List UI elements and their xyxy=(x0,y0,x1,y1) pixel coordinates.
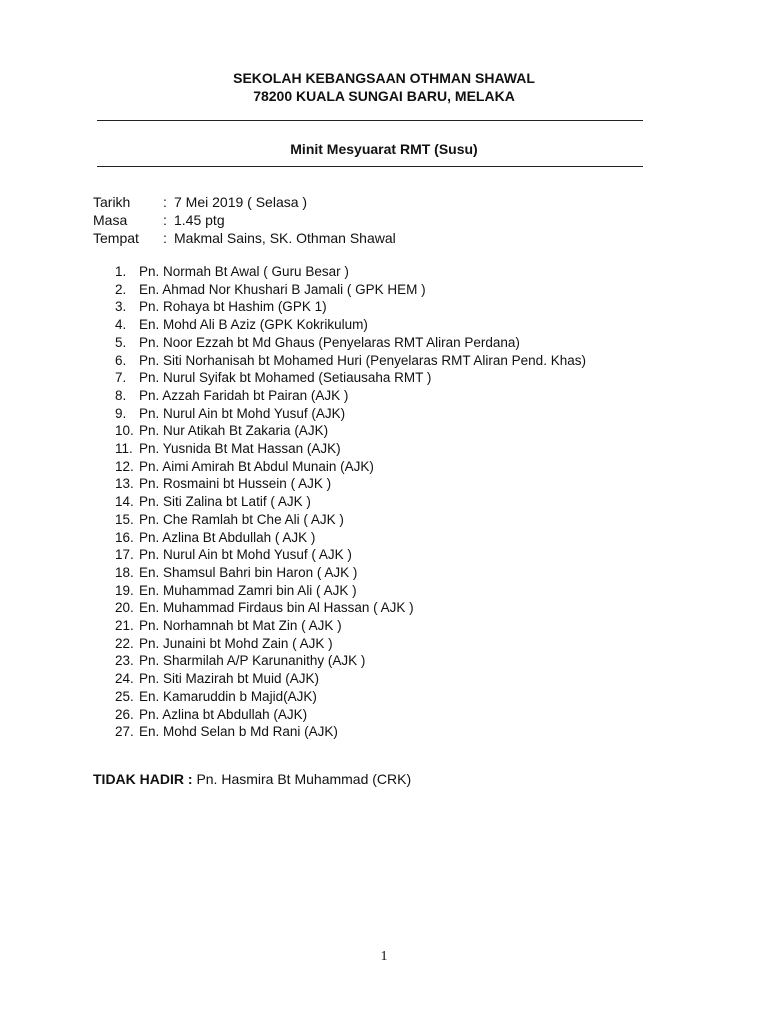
school-address: 78200 KUALA SUNGAI BARU, MELAKA xyxy=(253,88,515,104)
attendee-number: 19. xyxy=(115,582,134,598)
attendee-name: Pn. Yusnida Bt Mat Hassan (AJK) xyxy=(139,441,341,457)
time-row xyxy=(93,211,396,229)
place-value: Makmal Sains, SK. Othman Shawal xyxy=(174,230,396,246)
place-separator: : xyxy=(163,230,167,246)
date-row xyxy=(93,193,396,211)
attendee-item xyxy=(115,334,586,352)
attendee-number: 7. xyxy=(115,370,127,386)
attendee-name: Pn. Nurul Ain bt Mohd Yusuf ( AJK ) xyxy=(139,547,352,563)
attendee-name: Pn. Aimi Amirah Bt Abdul Munain (AJK) xyxy=(139,458,374,474)
attendee-name: En. Kamaruddin b Majid(AJK) xyxy=(139,688,317,704)
attendee-number: 18. xyxy=(115,564,134,580)
document-header xyxy=(0,69,768,105)
attendee-item xyxy=(115,599,586,617)
attendee-item xyxy=(115,546,586,564)
absent-label: TIDAK HADIR : xyxy=(93,771,193,787)
top-divider xyxy=(97,120,643,121)
date-separator: : xyxy=(163,194,167,210)
attendee-item xyxy=(115,706,586,724)
attendee-item xyxy=(115,298,586,316)
place-row xyxy=(93,229,396,247)
attendee-name: Pn. Nurul Ain bt Mohd Yusuf (AJK) xyxy=(139,405,346,421)
attendee-name: En. Muhammad Firdaus bin Al Hassan ( AJK ) xyxy=(139,600,414,616)
date-label: Tarikh xyxy=(93,194,131,210)
attendee-item xyxy=(115,582,586,600)
attendee-item xyxy=(115,352,586,370)
attendee-item xyxy=(115,617,586,635)
attendee-name: Pn. Nur Atikah Bt Zakaria (AJK) xyxy=(139,423,329,439)
attendee-item xyxy=(115,529,586,547)
attendee-number: 23. xyxy=(115,653,134,669)
attendee-name: Pn. Junaini bt Mohd Zain ( AJK ) xyxy=(139,635,333,651)
attendee-name: Pn. Norhamnah bt Mat Zin ( AJK ) xyxy=(139,618,342,634)
attendee-item xyxy=(115,440,586,458)
time-separator: : xyxy=(163,212,167,228)
meeting-details xyxy=(93,193,396,247)
attendee-item xyxy=(115,652,586,670)
attendee-name: En. Ahmad Nor Khushari B Jamali ( GPK HEM ) xyxy=(139,281,426,297)
attendee-number: 20. xyxy=(115,600,134,616)
attendee-item xyxy=(115,387,586,405)
attendee-name: Pn. Azlina bt Abdullah (AJK) xyxy=(139,706,308,722)
attendee-number: 3. xyxy=(115,299,127,315)
attendee-number: 22. xyxy=(115,635,134,651)
attendee-number: 4. xyxy=(115,317,127,333)
attendee-name: En. Shamsul Bahri bin Haron ( AJK ) xyxy=(139,564,358,580)
attendee-name: En. Muhammad Zamri bin Ali ( AJK ) xyxy=(139,582,357,598)
attendee-number: 26. xyxy=(115,706,134,722)
school-name: SEKOLAH KEBANGSAAN OTHMAN SHAWAL xyxy=(233,70,535,86)
attendee-number: 13. xyxy=(115,476,134,492)
attendee-name: Pn. Che Ramlah bt Che Ali ( AJK ) xyxy=(139,511,344,527)
absent-section xyxy=(93,770,411,788)
attendee-number: 15. xyxy=(115,511,134,527)
attendee-number: 8. xyxy=(115,387,127,403)
attendee-name: Pn. Rosmaini bt Hussein ( AJK ) xyxy=(139,476,332,492)
attendee-item xyxy=(115,670,586,688)
time-value: 1.45 ptg xyxy=(174,212,225,228)
attendee-name: Pn. Nurul Syifak bt Mohamed (Setiausaha RMT ) xyxy=(139,370,432,386)
attendee-item xyxy=(115,688,586,706)
attendee-name: Pn. Siti Mazirah bt Muid (AJK) xyxy=(139,671,320,687)
attendee-number: 2. xyxy=(115,281,127,297)
attendee-name: Pn. Siti Norhanisah bt Mohamed Huri (Penyelaras RMT Aliran Pend. Khas) xyxy=(139,352,586,368)
attendee-number: 10. xyxy=(115,423,134,439)
attendee-name: Pn. Noor Ezzah bt Md Ghaus (Penyelaras RMT Aliran Perdana) xyxy=(139,334,520,350)
attendee-number: 9. xyxy=(115,405,127,421)
attendee-number: 1. xyxy=(115,264,127,279)
attendee-number: 12. xyxy=(115,458,134,474)
attendee-number: 24. xyxy=(115,671,134,687)
page-number: 1 xyxy=(380,949,388,964)
attendee-number: 21. xyxy=(115,618,134,634)
attendee-name: En. Mohd Selan b Md Rani (AJK) xyxy=(139,724,338,740)
attendee-number: 6. xyxy=(115,352,127,368)
attendee-item xyxy=(115,511,586,529)
attendee-number: 14. xyxy=(115,494,134,510)
attendee-name: En. Mohd Ali B Aziz (GPK Kokrikulum) xyxy=(139,317,368,333)
attendee-name: Pn. Siti Zalina bt Latif ( AJK ) xyxy=(139,494,311,510)
attendee-item xyxy=(115,458,586,476)
attendee-item xyxy=(115,723,586,741)
minutes-title: Minit Mesyuarat RMT (Susu) xyxy=(290,141,478,157)
attendee-name: Pn. Azlina Bt Abdullah ( AJK ) xyxy=(139,529,316,545)
time-label: Masa xyxy=(93,212,128,228)
attendee-number: 5. xyxy=(115,334,127,350)
attendee-name: Pn. Rohaya bt Hashim (GPK 1) xyxy=(139,299,327,315)
attendee-name: Pn. Normah Bt Awal ( Guru Besar ) xyxy=(139,264,349,279)
attendee-item xyxy=(115,493,586,511)
attendee-name: Pn. Sharmilah A/P Karunanithy (AJK ) xyxy=(139,653,366,669)
attendee-item xyxy=(115,263,586,281)
attendee-item xyxy=(115,422,586,440)
attendee-item xyxy=(115,281,586,299)
place-label: Tempat xyxy=(93,230,139,246)
attendee-item xyxy=(115,635,586,653)
attendee-number: 16. xyxy=(115,529,134,545)
title-divider xyxy=(97,166,643,167)
attendee-item xyxy=(115,316,586,334)
attendee-number: 17. xyxy=(115,547,134,563)
attendee-number: 25. xyxy=(115,688,134,704)
attendee-list xyxy=(115,263,586,741)
attendee-number: 27. xyxy=(115,724,134,740)
attendee-item xyxy=(115,369,586,387)
attendee-item xyxy=(115,475,586,493)
date-value: 7 Mei 2019 ( Selasa ) xyxy=(174,194,308,210)
attendee-item xyxy=(115,405,586,423)
attendee-item xyxy=(115,564,586,582)
attendee-number: 11. xyxy=(115,441,133,457)
absent-value: Pn. Hasmira Bt Muhammad (CRK) xyxy=(196,771,412,787)
attendee-name: Pn. Azzah Faridah bt Pairan (AJK ) xyxy=(139,387,349,403)
